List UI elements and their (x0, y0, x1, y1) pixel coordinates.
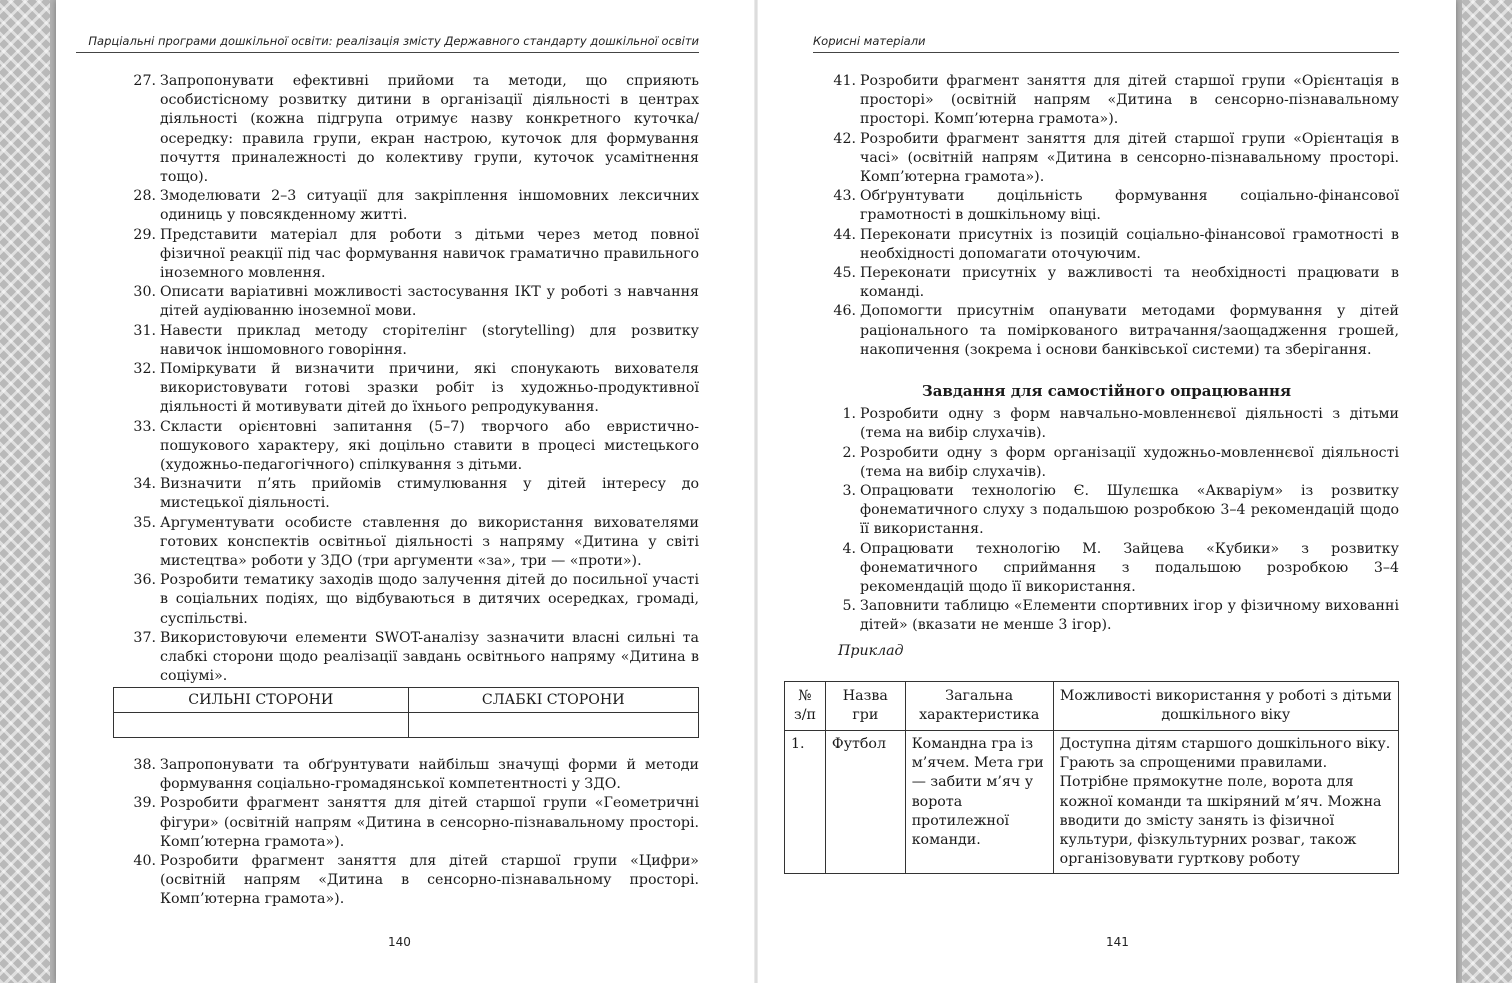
page-number-right: 141 (1106, 935, 1129, 949)
example-label: Приклад (838, 642, 904, 659)
right-page (756, 0, 1399, 983)
table-cell-number: 1. (785, 731, 826, 874)
list-item: 42. Розробити фрагмент заняття для дітей старшої групи «Орієнтація в часі» (освітній напрям «Дитина в сенсорно-пізнавальному просторі. Комп’ютерна грамота»). (833, 130, 1399, 186)
decorative-border-left (0, 0, 50, 983)
list-item: 43. Обґрунтувати доцільність формування соціально-фінансової грамотності в дошкільному віці. (833, 188, 1399, 224)
list-item: 30. Описати варіативні можливості застосування ІКТ у роботі з навчання дітей аудіюванню іноземної мови. (133, 284, 699, 320)
running-head-left: Парціальні програми дошкільної освіти: реалізація змісту Державного стандарту дошкільної освіти (76, 34, 699, 53)
task-list-41-46 (814, 72, 1399, 661)
list-item: 32. Поміркувати й визначити причини, які спонукають вихователя використовувати готові зразки робіт із художньо-продуктивної діяльності й мотивувати дітей до їхнього репродукування. (133, 361, 699, 416)
list-item: 31. Навести приклад методу сторітелінг (storytelling) для розвитку навичок іншомовного говоріння. (133, 322, 699, 358)
table-cell-game-name: Футбол (825, 731, 905, 874)
list-item: 34. Визначити п’ять прийомів стимулювання у дітей інтересу до мистецької діяльності. (133, 476, 699, 512)
list-item: 46. Допомогти присутнім опанувати методами формування у дітей раціонального та поміркованого витрачання/заощадження грошей, накопичення (зокрема і основи банківської системи) та зберігання. (833, 303, 1399, 358)
table-header-number: № з/п (785, 682, 826, 731)
list-item: 1. Розробити одну з форм навчально-мовленнєвої діяльності з дітьми (тема на вибір слухачів). (842, 406, 1399, 442)
list-item: 45. Переконати присутніх у важливості та необхідності працювати в команді. (833, 265, 1399, 301)
list-item: 44. Переконати присутніх із позицій соціально-фінансової грамотності в необхідності допомагати оточуючим. (833, 226, 1399, 262)
sports-games-table (784, 681, 1399, 874)
swot-weaknesses-cell (408, 713, 698, 738)
table-row (785, 731, 1399, 874)
list-item: 40. Розробити фрагмент заняття для дітей старшої групи «Цифри» (освітній напрям «Дитина в сенсорно-пізнавальному просторі. Комп’ютерна грамота»). (133, 853, 699, 908)
running-head-right: Корисні матеріали (813, 34, 1399, 53)
list-item: 28. Змоделювати 2–3 ситуації для закріплення іншомовних лексичних одиниць у повсякденному житті. (133, 188, 699, 224)
swot-strengths-cell (114, 713, 409, 738)
list-item: 3. Опрацювати технологію Є. Шулєшка «Акваріум» із розвитку фонематичного слуху з подальшою розробкою 3–4 рекомендацій щодо її використання. (842, 483, 1399, 538)
decorative-border-right (1462, 0, 1512, 983)
list-item: 35. Аргументувати особисте ставлення до використання вихователями готових конспектів освітньої діяльності з напряму «Дитина у світі мистецтва» роботи у ЗДО (три аргументи «за», три — «проти»). (133, 514, 699, 570)
swot-table (113, 687, 699, 738)
task-list-38-40 (114, 756, 699, 910)
table-header-usage: Можливості використання у роботі з дітьми дошкільного віку (1053, 682, 1398, 731)
task-list-27-37 (114, 72, 699, 687)
section-title: Завдання для самостійного опрацювання (921, 382, 1292, 401)
table-cell-description: Командна гра із м’ячем. Мета гри — забити м’яч у ворота протилежної команди. (905, 731, 1053, 874)
list-item: 27. Запропонувати ефективні прийоми та методи, що сприяють особистісному розвитку дитини в організації діяльності в центрах діяльності (кожна підгрупа отримує назву конкретного куточка/осередку: правила групи, екран настрою, куточок для формування почуття приналежності до колективу групи, куточок усамітнення тощо). (133, 73, 699, 186)
swot-strengths-header: СИЛЬНІ СТОРОНИ (114, 688, 409, 713)
list-item: 4. Опрацювати технологію М. Зайцева «Кубики» з розвитку фонематичного сприймання з подальшою розробкою 3–4 рекомендацій щодо її використання. (842, 540, 1399, 596)
list-item: 38. Запропонувати та обґрунтувати найбільш значущі форми й методи формування соціально-громадянської компетентності у ЗДО. (133, 757, 699, 793)
list-item: 36. Розробити тематику заходів щодо залучення дітей до посильної участі в соціальних подіях, що відбуваються в дитячих осередках, громаді, суспільстві. (133, 572, 699, 627)
swot-weaknesses-header: СЛАБКІ СТОРОНИ (408, 688, 698, 713)
list-item: 41. Розробити фрагмент заняття для дітей старшої групи «Орієнтація в просторі» (освітній напрям «Дитина в сенсорно-пізнавальному просторі. Комп’ютерна грамота»). (833, 73, 1399, 128)
list-item: 29. Представити матеріал для роботи з дітьми через метод повної фізичної реакції під час формування навичок граматично правильного іноземного мовлення. (133, 226, 699, 282)
list-item: 37. Використовуючи елементи SWOT-аналізу зазначити власні сильні та слабкі сторони щодо реалізації завдань освітнього напряму «Дитина в соціумі». (133, 629, 699, 685)
table-header-description: Загальна характеристика (905, 682, 1053, 731)
list-item: 33. Скласти орієнтовні запитання (5–7) творчого або евристично-пошукового характеру, які доцільно ставити в процесі мистецького (художньо-педагогічного) спілкування з дітьми. (133, 418, 699, 474)
left-page (56, 0, 699, 983)
table-header-game-name: Назва гри (825, 682, 905, 731)
list-item: 2. Розробити одну з форм організації художньо-мовленнєвої діяльності (тема на вибір слухачів). (842, 444, 1399, 480)
list-item: 5. Заповнити таблицю «Елементи спортивних ігор у фізичному вихованні дітей» (вказати не менше 3 ігор). (842, 598, 1399, 634)
list-item: 39. Розробити фрагмент заняття для дітей старшої групи «Геометричні фігури» (освітній напрям «Дитина в сенсорно-пізнавальному просторі. Комп’ютерна грамота»). (133, 795, 699, 850)
page-number-left: 140 (388, 935, 411, 949)
table-cell-usage: Доступна дітям старшого дошкільного віку. Грають за спрощеними правилами. Потрібне прямокутне поле, ворота для кожної команди та шкіряний м’яч. Можна вводити до змісту занять із фізичної культури, фізкультурних розваг, також організовувати гурткову роботу (1053, 731, 1398, 874)
